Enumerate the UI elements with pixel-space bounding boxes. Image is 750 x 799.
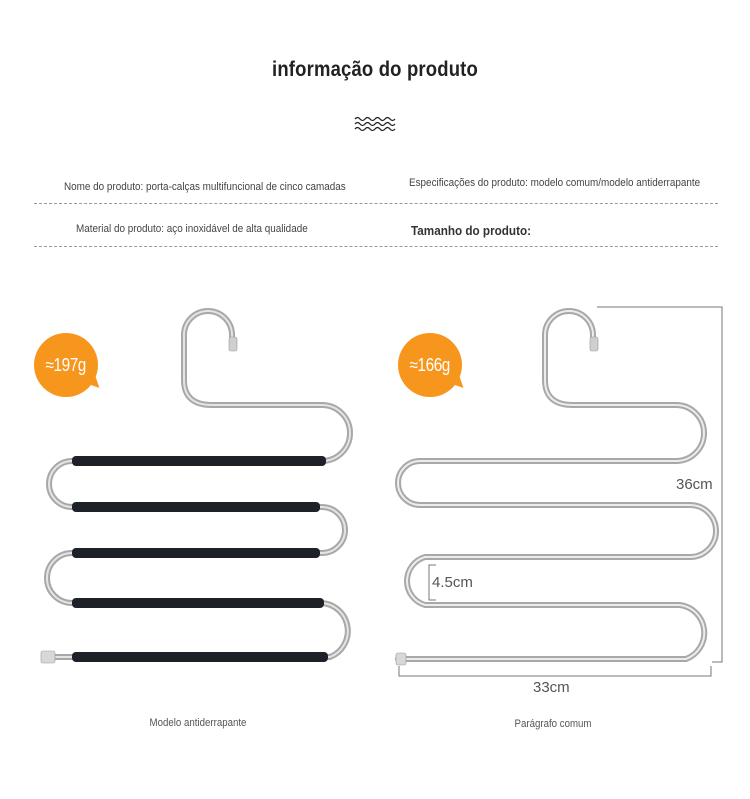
spec-product-name: Nome do produto: porta-calças multifuncional de cinco camadas: [64, 181, 346, 193]
black-grip-tube: [72, 652, 328, 662]
dimension-width-label: 33cm: [533, 679, 570, 696]
weight-badge-anti-slip: ≈197g: [34, 333, 98, 397]
spec-size: Tamanho do produto:: [411, 223, 532, 238]
caption-standard: Parágrafo comum: [514, 718, 592, 730]
page-title: informação do produto: [272, 58, 478, 81]
dimension-gap-label: 4.5cm: [432, 574, 473, 591]
black-grip-tube: [72, 502, 320, 512]
weight-badge-standard: ≈166g: [398, 333, 462, 397]
spec-material: Material do produto: aço inoxidável de alta qualidade: [76, 223, 308, 235]
spec-product-spec: Especificações do produto: modelo comum/modelo antiderrapante: [409, 177, 701, 189]
black-grip-tube: [72, 598, 324, 608]
dimension-height-label: 36cm: [676, 476, 713, 493]
black-grip-tube: [72, 548, 320, 558]
black-grip-tube: [72, 456, 326, 466]
caption-anti-slip: Modelo antiderrapante: [149, 717, 247, 729]
